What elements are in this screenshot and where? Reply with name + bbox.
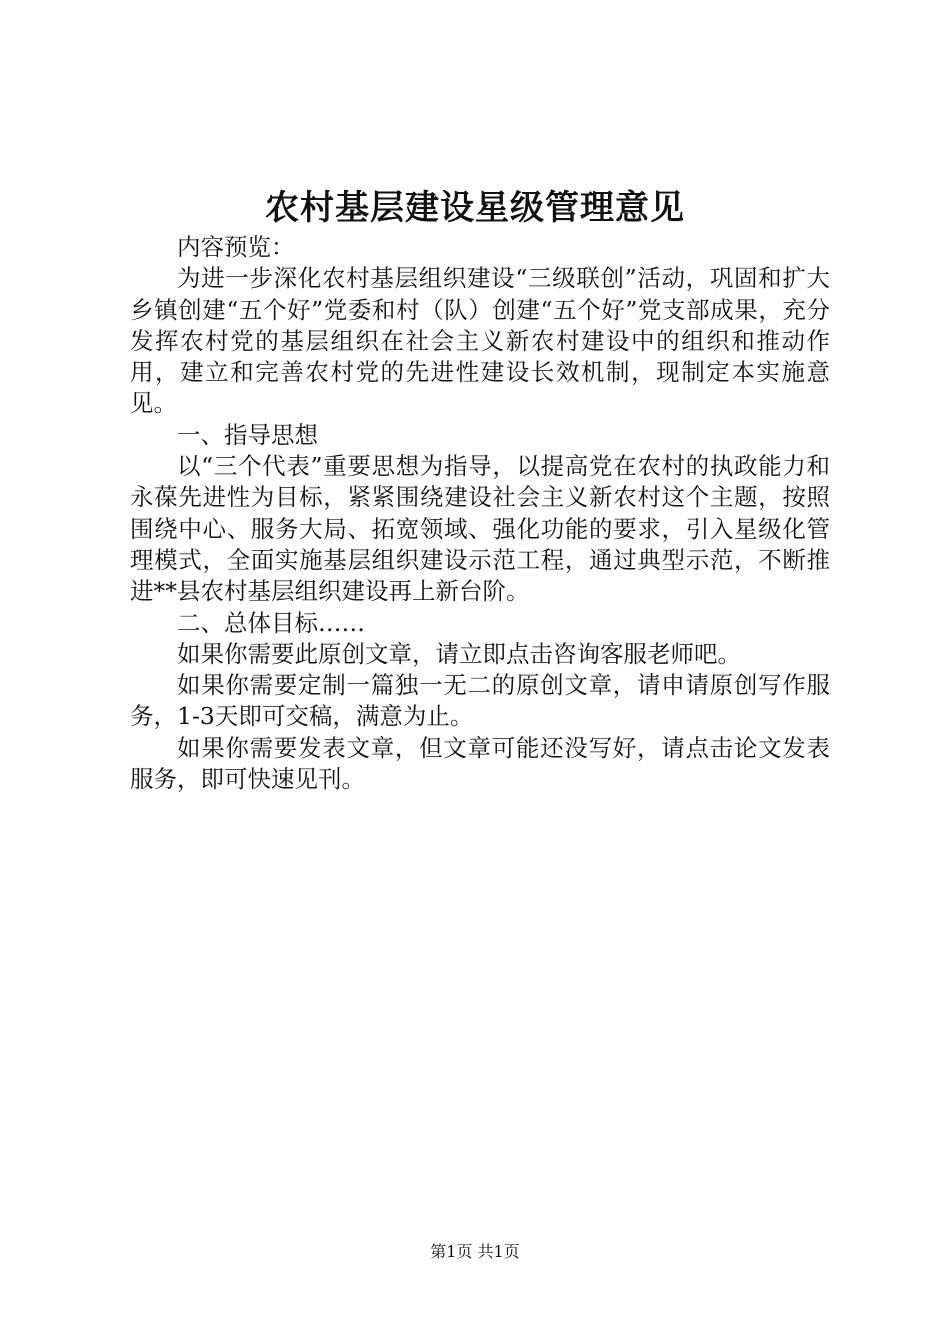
paragraph-consult-link[interactable]: 如果你需要此原创文章，请立即点击咨询客服老师吧。 [177,639,741,668]
paragraph-guiding-thought: 以“三个代表”重要思想为指导，以提高党在农村的执政能力和永葆先进性为目标，紧紧围绕建设社会主义新农村这个主题，按照围绕中心、服务大局、拓宽领域、强化功能的要求，引入星级化管理模式，全面实施基层组织建设示范工程，通过典型示范，不断推进**县农村基层组织建设再上新台阶。 [130,452,830,606]
paragraph-custom-writing-link[interactable]: 如果你需要定制一篇独一无二的原创文章，请申请原创写作服务，1-3天即可交稿，满意为止。 [130,671,830,731]
page-number: 第1页 共1页 [430,1242,520,1261]
section-heading-overall-goal: 二、总体目标…… [177,608,365,637]
document-title: 农村基层建设星级管理意见 [265,188,685,228]
section-heading-guiding-thought: 一、指导思想 [177,420,318,449]
paragraph-publish-link[interactable]: 如果你需要发表文章，但文章可能还没写好，请点击论文发表服务，即可快速见刊。 [130,733,830,794]
paragraph-preview-label: 内容预览： [177,233,295,261]
document-body [130,232,830,795]
paragraph-intro: 为进一步深化农村基层组织建设“三级联创”活动，巩固和扩大乡镇创建“五个好”党委和村（队）创建“五个好”党支部成果，充分发挥农村党的基层组织在社会主义新农村建设中的组织和推动作用，建立和完善农村党的先进性建设长效机制，现制定本实施意见。 [130,264,830,418]
